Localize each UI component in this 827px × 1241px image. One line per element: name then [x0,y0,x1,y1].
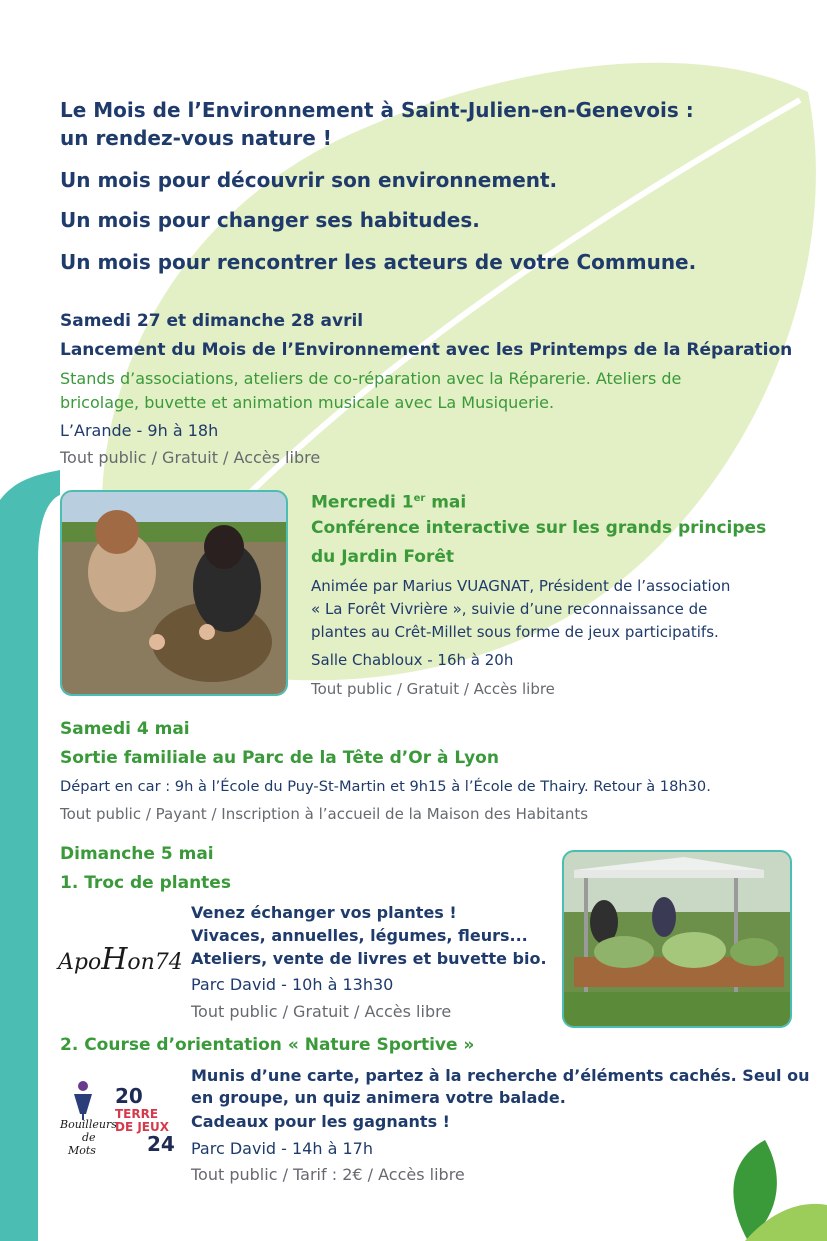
intro-line3: Un mois pour découvrir son environnement. [60,168,558,192]
event2-place: Salle Chabloux - 16h à 20h [311,651,514,669]
teal-band-curve [38,495,60,1241]
event1-title: Lancement du Mois de l’Environnement avec les Printemps de la Réparation [60,340,793,360]
event1-access: Tout public / Gratuit / Accès libre [60,448,321,467]
event4-sub2-line3: Cadeaux pour les gagnants ! [191,1112,450,1131]
event2-desc-line3: plantes au Crêt-Millet sous forme de jeux participatifs. [311,623,719,641]
event3-desc: Départ en car : 9h à l’École du Puy-St-Martin et 9h15 à l’École de Thairy. Retour à 18h30. [60,778,711,795]
event3-title: Sortie familiale au Parc de la Tête d’Or à Lyon [60,748,499,768]
tdj-logo-terre: TERRE [115,1107,159,1121]
event4-sub2-line2: en groupe, un quiz animera votre balade. [191,1088,566,1107]
event4-sub1-line1: Venez échanger vos plantes ! [191,903,457,922]
event4-sub1-access: Tout public / Gratuit / Accès libre [191,1002,452,1021]
event2-access: Tout public / Gratuit / Accès libre [311,680,555,698]
bouilleurs-logo-text [60,1118,117,1157]
event4-sub2-access: Tout public / Tarif : 2€ / Accès libre [191,1165,465,1184]
event2-desc-line2: « La Forêt Vivrière », suivie d’une reconnaissance de [311,600,708,618]
terre-de-jeux-logo [115,1086,185,1158]
event4-sub1-place: Parc David - 10h à 13h30 [191,975,394,994]
event1-place: L’Arande - 9h à 18h [60,421,219,440]
apohon74-logo [58,935,183,985]
gardening-photo [60,490,288,696]
apohon74-logo-on74: on74 [127,950,183,975]
event2-desc-line1: Animée par Marius VUAGNAT, Président de l’association [311,577,731,595]
event4-date: Dimanche 5 mai [60,844,214,864]
event1-date: Samedi 27 et dimanche 28 avril [60,311,364,331]
apohon74-logo-apo: Apo [58,950,102,975]
event4-sub1-line2: Vivaces, annuelles, légumes, fleurs... [191,926,528,945]
event4-sub2-line1: Munis d’une carte, partez à la recherche d’éléments cachés. Seul ou [191,1066,810,1085]
plant-market-photo [562,850,792,1028]
intro-title-line1: Le Mois de l’Environnement à Saint-Julien-en-Genevois : [60,98,694,122]
event4-sub1-line3: Ateliers, vente de livres et buvette bio. [191,949,547,968]
tdj-logo-bottom: 24 [147,1132,175,1156]
event4-sub2-title: 2. Course d’orientation « Nature Sportive » [60,1035,475,1055]
bouilleurs-de-mots-logo [60,1080,117,1160]
event2-title-line1: Conférence interactive sur les grands principes [311,518,767,538]
tdj-logo-top: 20 [115,1084,143,1108]
intro-title-line2: un rendez-vous nature ! [60,126,332,150]
event1-desc-line1: Stands d’associations, ateliers de co-réparation avec la Réparerie. Ateliers de [60,369,682,388]
event1-desc-line2: bricolage, buvette et animation musicale avec La Musiquerie. [60,393,555,412]
event3-access: Tout public / Payant / Inscription à l’accueil de la Maison des Habitants [60,805,589,823]
tdj-logo-dejeux: DE JEUX [115,1120,169,1134]
intro-line4: Un mois pour changer ses habitudes. [60,208,480,232]
intro-line5: Un mois pour rencontrer les acteurs de votre Commune. [60,250,697,274]
bouilleurs-logo-word1: Bouilleurs [60,1118,117,1131]
bouilleurs-logo-word2: de [82,1131,96,1144]
event2-title-line2: du Jardin Forêt [311,547,455,567]
event4-sub1-title: 1. Troc de plantes [60,873,231,893]
event4-sub2-place: Parc David - 14h à 17h [191,1139,373,1158]
apohon74-logo-h: H [101,942,128,977]
event2-date: Mercredi 1er mai [311,492,467,513]
pen-icon [68,1080,98,1120]
event3-date: Samedi 4 mai [60,719,190,739]
bouilleurs-logo-word3: Mots [68,1144,96,1157]
